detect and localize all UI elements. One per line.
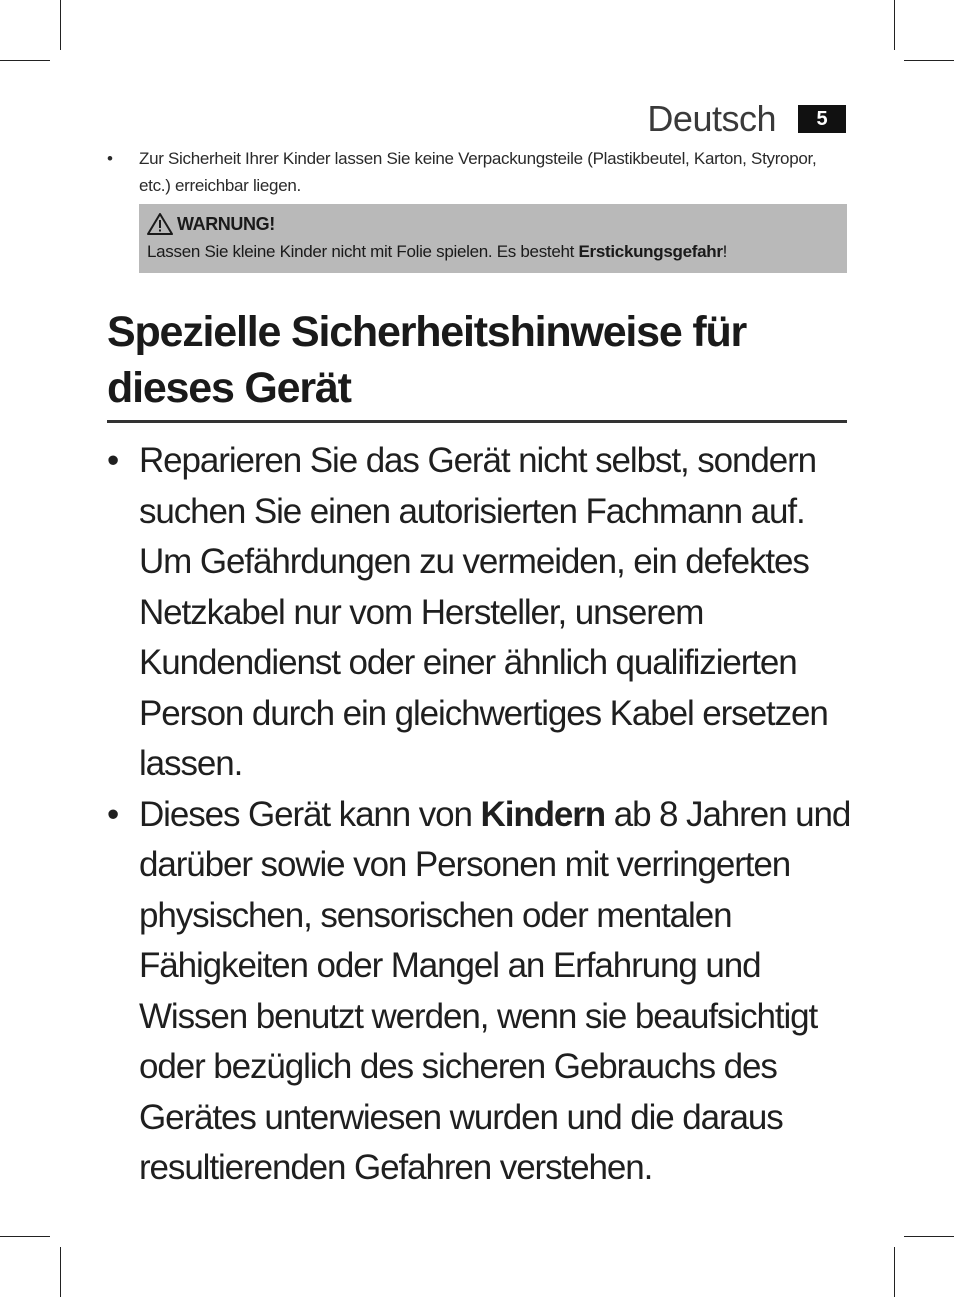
bullet: • [107,794,119,834]
warning-title [147,210,839,238]
crop-mark [904,60,954,61]
list-item-text [139,795,850,1188]
list-item-text-part: ab 8 Jahren und darüber sowie von Personen mit verringerten physischen, sensorischen oder mentalen Fähigkeiten oder Mangel an Erfahrung und Wissen benutzt werden, wenn sie beaufsichtigt oder bezüglich des sicheren Gebrauchs des Gerätes unterwiesen wurden und die daraus resultierenden Gefahren verstehen. [139,794,851,1187]
crop-mark [0,1236,50,1237]
list-item-text-part: Dieses Gerät kann von [139,794,481,834]
top-bullet-list [107,145,847,199]
crop-mark [60,1247,61,1297]
warning-text-part: Lassen Sie kleine Kinder nicht mit Folie spielen. Es besteht [147,242,579,261]
crop-mark [894,1247,895,1297]
page-header [647,98,846,140]
bullet: • [107,149,113,168]
language-label: Deutsch [647,98,776,139]
warning-box [139,204,847,273]
section-title: Spezielle Sicherheitshinweise für dieses Gerät [107,308,747,412]
main-bullet-list [107,436,852,1194]
crop-mark [0,60,50,61]
list-item-text: Reparieren Sie das Gerät nicht selbst, sondern suchen Sie einen autorisierten Fachmann auf. Um Gefährdungen zu vermeiden, ein defektes Netzkabel nur vom Hersteller, unserem Kundendienst oder einer ähnlich qualifizierten Person durch ein gleichwertiges Kabel ersetzen lassen. [139,441,828,783]
warning-text [147,238,839,266]
warning-text-part: ! [722,242,728,261]
crop-mark [60,0,61,50]
list-item [107,436,852,790]
warning-triangle-icon [147,212,173,236]
warning-text-bold: Erstickungsgefahr [578,242,723,261]
list-item-text-bold: Kindern [480,794,606,834]
list-item [107,790,852,1194]
crop-mark [904,1236,954,1237]
bullet: • [107,441,119,480]
warning-title-text: WARNUNG! [177,214,275,234]
list-item [107,145,847,199]
page-number: 5 [798,105,846,133]
list-item-text: Zur Sicherheit Ihrer Kinder lassen Sie keine Verpackungsteile (Plastikbeutel, Karton, Styropor, etc.) erreichbar liegen. [139,149,817,195]
section-divider [107,420,847,423]
crop-mark [894,0,895,50]
